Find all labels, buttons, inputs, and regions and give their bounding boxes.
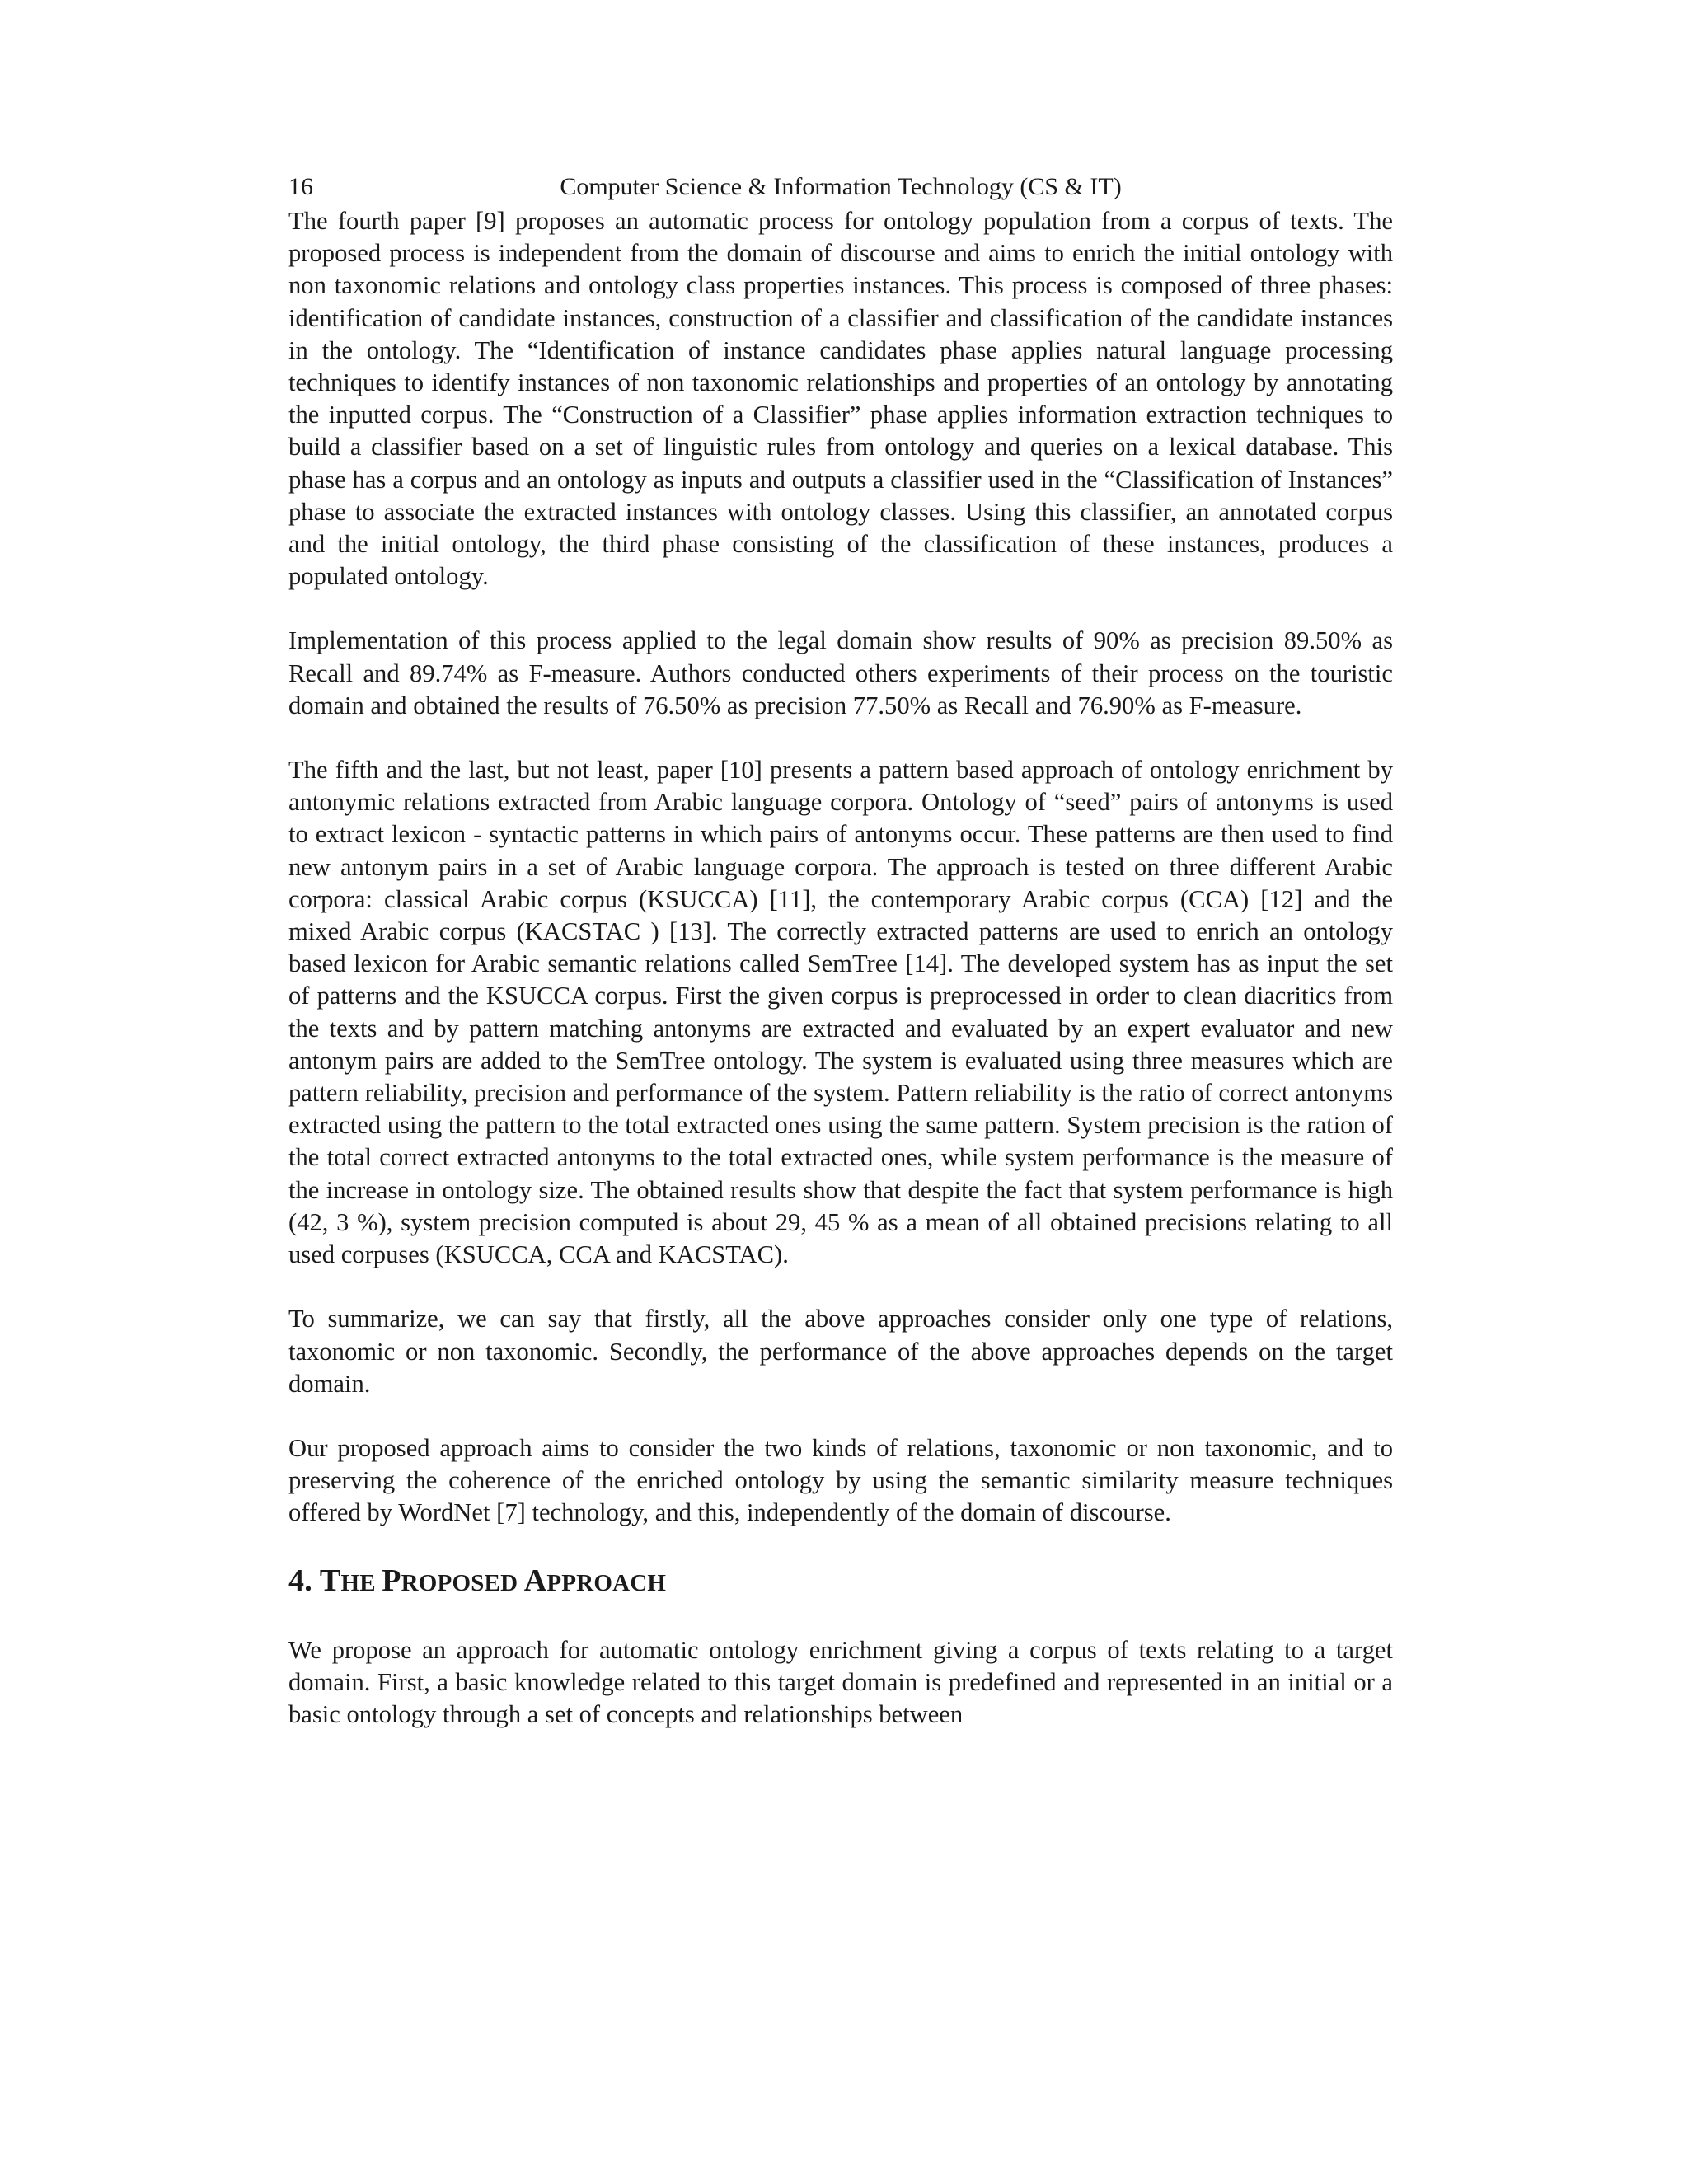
section-gap <box>288 1602 1393 1634</box>
running-header <box>288 169 1393 205</box>
paragraph-approach-intro: We propose an approach for automatic ontology enrichment giving a corpus of texts relating to a target domain. First, a basic knowledge related to this target domain is predefined and represented in an initial or a basic ontology through a set of concepts and relationships between <box>288 1635 1393 1728</box>
section-title-small: HE <box>340 1569 382 1596</box>
section-gap <box>288 1530 1393 1562</box>
section-title-cap: P <box>382 1563 401 1598</box>
paper-page <box>288 169 1393 1731</box>
paragraph-fourth-paper: The fourth paper [9] proposes an automatic process for ontology population from a corpus of texts. The proposed process is independent from the domain of discourse and aims to enrich the initial ontology with non taxonomic relations and ontology class properties instances. This process is composed of three phases: identification of candidate instances, construction of a classifier and classification of the candidate instances in the ontology. The “Identification of instance candidates phase applies natural language processing techniques to identify instances of non taxonomic relationships and properties of an ontology by annotating the inputted corpus. The “Construction of a Classifier” phase applies information extraction techniques to build a classifier based on a set of linguistic rules from ontology and queries on a lexical database. This phase has a corpus and an ontology as inputs and outputs a classifier used in the “Classification of Instances” phase to associate the extracted instances with ontology classes. Using this classifier, an annotated corpus and the initial ontology, the third phase consisting of the classification of these instances, produces a populated ontology. <box>288 207 1393 591</box>
paragraph-gap <box>288 722 1393 754</box>
section-title-small: ROPOSED <box>401 1569 524 1596</box>
section-number: 4. <box>288 1563 320 1598</box>
section-title-cap: T <box>319 1563 341 1598</box>
paragraph-gap <box>288 1400 1393 1432</box>
journal-title: Computer Science & Information Technology (CS & IT) <box>560 173 1122 200</box>
paragraph-proposed-aims: Our proposed approach aims to consider the two kinds of relations, taxonomic or non taxonomic, and to preserving the coherence of the enriched ontology by using the semantic similarity measure techniques offered by WordNet [7] technology, and this, independently of the domain of discourse. <box>288 1433 1393 1527</box>
paragraph-implementation-results: Implementation of this process applied to the legal domain show results of 90% as precision 89.50% as Recall and 89.74% as F-measure. Authors conducted others experiments of their process on the touristic domain and obtained the results of 76.50% as precision 77.50% as Recall and 76.90% as F-measure. <box>288 626 1393 719</box>
page-number: 16 <box>288 173 313 200</box>
paragraph-fifth-paper: The fifth and the last, but not least, paper [10] presents a pattern based approach of ontology enrichment by antonymic relations extracted from Arabic language corpora. Ontology of “seed” pairs of antonyms is used to extract lexicon - syntactic patterns in which pairs of antonyms occur. These patterns are then used to find new antonym pairs in a set of Arabic language corpora. The approach is tested on three different Arabic corpora: classical Arabic corpus (KSUCCA) [11], the contemporary Arabic corpus (CCA) [12] and the mixed Arabic corpus (KACSTAC ) [13]. The correctly extracted patterns are used to enrich an ontology based lexicon for Arabic semantic relations called SemTree [14]. The developed system has as input the set of patterns and the KSUCCA corpus. First the given corpus is preprocessed in order to clean diacritics from the texts and by pattern matching antonyms are extracted and evaluated by an expert evaluator and new antonym pairs are added to the SemTree ontology. The system is evaluated using three measures which are pattern reliability, precision and performance of the system. Pattern reliability is the ratio of correct antonyms extracted using the pattern to the total extracted ones using the same pattern. System precision is the ration of the total correct extracted antonyms to the total extracted ones, while system performance is the measure of the increase in ontology size. The obtained results show that despite the fact that system performance is high (42, 3 %), system precision computed is about 29, 45 % as a mean of all obtained precisions relating to all used corpuses (KSUCCA, CCA and KACSTAC). <box>288 756 1393 1269</box>
section-title-cap: A <box>523 1563 547 1598</box>
paragraph-gap <box>288 1271 1393 1303</box>
paragraph-summary: To summarize, we can say that firstly, all the above approaches consider only one type of relations, taxonomic or non taxonomic. Secondly, the performance of the above approaches depends on the target domain. <box>288 1305 1393 1398</box>
section-heading <box>288 1562 1393 1602</box>
paragraph-gap <box>288 593 1393 625</box>
section-title-small: PPROACH <box>546 1569 667 1596</box>
